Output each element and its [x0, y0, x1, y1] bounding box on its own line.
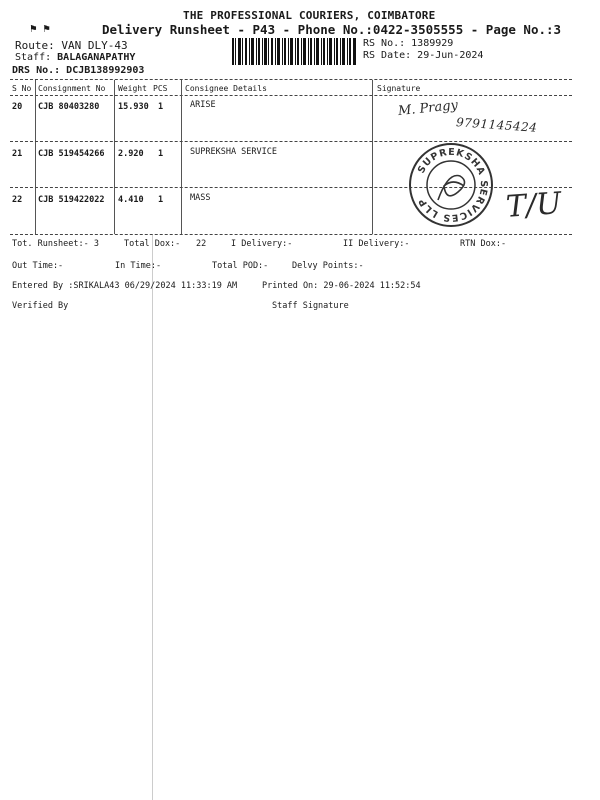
in-time: In Time:-	[115, 261, 162, 271]
row-21-weight: 2.920	[118, 149, 144, 159]
ii-delivery: II Delivery:-	[343, 239, 410, 249]
row-22-sno: 22	[12, 195, 23, 205]
row-20-consignment: CJB 80403280	[38, 102, 100, 112]
printed-on: Printed On: 29-06-2024 11:52:54	[262, 281, 421, 291]
col-sno: S No	[12, 84, 32, 93]
fold-line	[152, 235, 153, 800]
total-dox-label: Total Dox:-	[124, 239, 181, 249]
col-divider	[114, 80, 115, 234]
row-22-pcs: 1	[158, 195, 164, 205]
stamp-text: SUPREKSHA SERVICES LLP	[415, 146, 490, 224]
row-20-consignee: ARISE	[190, 100, 216, 110]
total-dox-value: 22	[196, 239, 207, 249]
staff-value: BALAGANAPATHY	[57, 52, 136, 63]
drs-number: DRS No.: DCJB138992903	[12, 65, 145, 76]
col-signature: Signature	[377, 84, 421, 93]
row-22-consignment: CJB 519422022	[38, 195, 105, 205]
staff	[15, 52, 135, 63]
tot-runsheet: Tot. Runsheet:- 3	[12, 239, 99, 249]
rs-number: RS No.: 1389929	[363, 38, 454, 49]
col-consignment: Consignment No	[38, 84, 106, 93]
out-time: Out Time:-	[12, 261, 64, 271]
barcode	[232, 38, 356, 65]
col-divider	[181, 80, 182, 234]
row-22-consignee: MASS	[190, 193, 211, 203]
row-20-weight: 15.930	[118, 102, 149, 112]
header-bottom-rule	[10, 95, 572, 96]
row-22-weight: 4.410	[118, 195, 144, 205]
col-consignee: Consignee Details	[185, 84, 267, 93]
col-weight: Weight	[118, 84, 147, 93]
route: Route: VAN DLY-43	[15, 39, 128, 52]
row-21-consignee: SUPREKSHA SERVICE	[190, 147, 277, 157]
company-name: THE PROFESSIONAL COURIERS, COIMBATORE	[183, 9, 436, 22]
staff-label: Staff:	[15, 52, 52, 63]
row-21-sno: 21	[12, 149, 23, 159]
i-delivery: I Delivery:-	[231, 239, 293, 249]
verified-by: Verified By	[12, 301, 69, 311]
handwritten-name: M. Pragy	[397, 97, 459, 120]
table-bottom-rule	[10, 234, 572, 235]
row-21-pcs: 1	[158, 149, 164, 159]
handwritten-phone: 9791145424	[455, 115, 538, 135]
delvy-points: Delvy Points:-	[292, 261, 364, 271]
row-21-consignment: CJB 519454266	[38, 149, 105, 159]
row-20-sno: 20	[12, 102, 23, 112]
company-stamp	[408, 142, 494, 228]
runsheet-title: Delivery Runsheet - P43 - Phone No.:0422-3505555 - Page No.:3	[102, 22, 562, 37]
row-20-pcs: 1	[158, 102, 164, 112]
handwritten-mark: T/U	[504, 186, 563, 225]
col-divider	[35, 80, 36, 234]
staff-signature: Staff Signature	[272, 301, 349, 311]
col-pcs: PCS	[153, 84, 168, 93]
rs-date: RS Date: 29-Jun-2024	[363, 50, 484, 61]
total-pod: Total POD:-	[212, 261, 269, 271]
company-logo-icon: ⚑ ⚑	[30, 22, 50, 35]
rtn-dox: RTN Dox:-	[460, 239, 507, 249]
table-top-rule	[10, 79, 572, 80]
entered-by: Entered By :SRIKALA43 06/29/2024 11:33:19 AM	[12, 281, 238, 291]
col-divider	[372, 80, 373, 234]
